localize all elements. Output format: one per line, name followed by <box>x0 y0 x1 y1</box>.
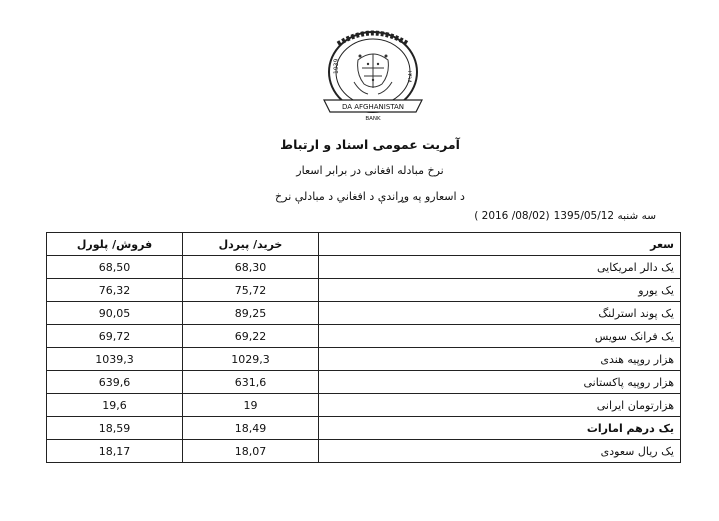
cell-sell: 19,6 <box>47 394 183 417</box>
table-row <box>47 348 681 371</box>
cell-sell: 1039,3 <box>47 348 183 371</box>
svg-text:BANK: BANK <box>365 116 381 122</box>
cell-currency: هزارتومان ایرانی <box>319 394 681 417</box>
date-gregorian: ( 2016 /08/02) <box>474 210 550 222</box>
table-row <box>47 325 681 348</box>
subtitle-dari: نرخ مبادله افغانی در برابر اسعار <box>296 164 444 177</box>
svg-text:DA AFGHANISTAN: DA AFGHANISTAN <box>341 103 405 111</box>
table-row <box>47 256 681 279</box>
cell-buy: 89,25 <box>183 302 319 325</box>
header-currency: سعر <box>319 233 681 256</box>
cell-buy: 69,22 <box>183 325 319 348</box>
table-row <box>47 371 681 394</box>
cell-buy: 68,30 <box>183 256 319 279</box>
cell-sell: 90,05 <box>47 302 183 325</box>
cell-currency: هزار روپیه هندی <box>319 348 681 371</box>
cell-currency: هزار روپیه پاکستانی <box>319 371 681 394</box>
cell-currency: یک یورو <box>319 279 681 302</box>
header-sell: فروش/ پلورل <box>47 233 183 256</box>
table-row <box>47 440 681 463</box>
cell-buy: 19 <box>183 394 319 417</box>
date-line <box>470 210 656 222</box>
cell-buy: 18,07 <box>183 440 319 463</box>
svg-text:۱۳۱۸: ۱۳۱۸ <box>406 70 413 83</box>
date-solar: سه شنبه 1395/05/12 <box>553 210 656 222</box>
cell-currency: یک ریال سعودی <box>319 440 681 463</box>
cell-sell: 69,72 <box>47 325 183 348</box>
cell-buy: 75,72 <box>183 279 319 302</box>
table-row <box>47 279 681 302</box>
table-row <box>47 302 681 325</box>
subtitle-pashto: د اسعارو په وړاندې د افغاني د مبادلې نرخ <box>275 190 465 203</box>
table-header-row <box>47 233 681 256</box>
cell-sell: 639,6 <box>47 371 183 394</box>
cell-currency: یک فرانک سویس <box>319 325 681 348</box>
svg-text:1939: 1939 <box>333 58 340 74</box>
exchange-rate-table <box>46 232 681 463</box>
cell-currency: یک پوند استرلنگ <box>319 302 681 325</box>
table-row <box>47 417 681 440</box>
cell-sell: 68,50 <box>47 256 183 279</box>
cell-sell: 18,59 <box>47 417 183 440</box>
cell-sell: 18,17 <box>47 440 183 463</box>
header-buy: خرید/ پیردل <box>183 233 319 256</box>
cell-buy: 18,49 <box>183 417 319 440</box>
department-title: آمریت عمومی اسناد و ارتباط <box>280 137 460 152</box>
cell-buy: 1029,3 <box>183 348 319 371</box>
cell-sell: 76,32 <box>47 279 183 302</box>
cell-currency: یک درهم امارات <box>319 417 681 440</box>
table-row <box>47 394 681 417</box>
cell-currency: یک دالر امریکایی <box>319 256 681 279</box>
bank-seal-logo <box>312 30 434 124</box>
cell-buy: 631,6 <box>183 371 319 394</box>
